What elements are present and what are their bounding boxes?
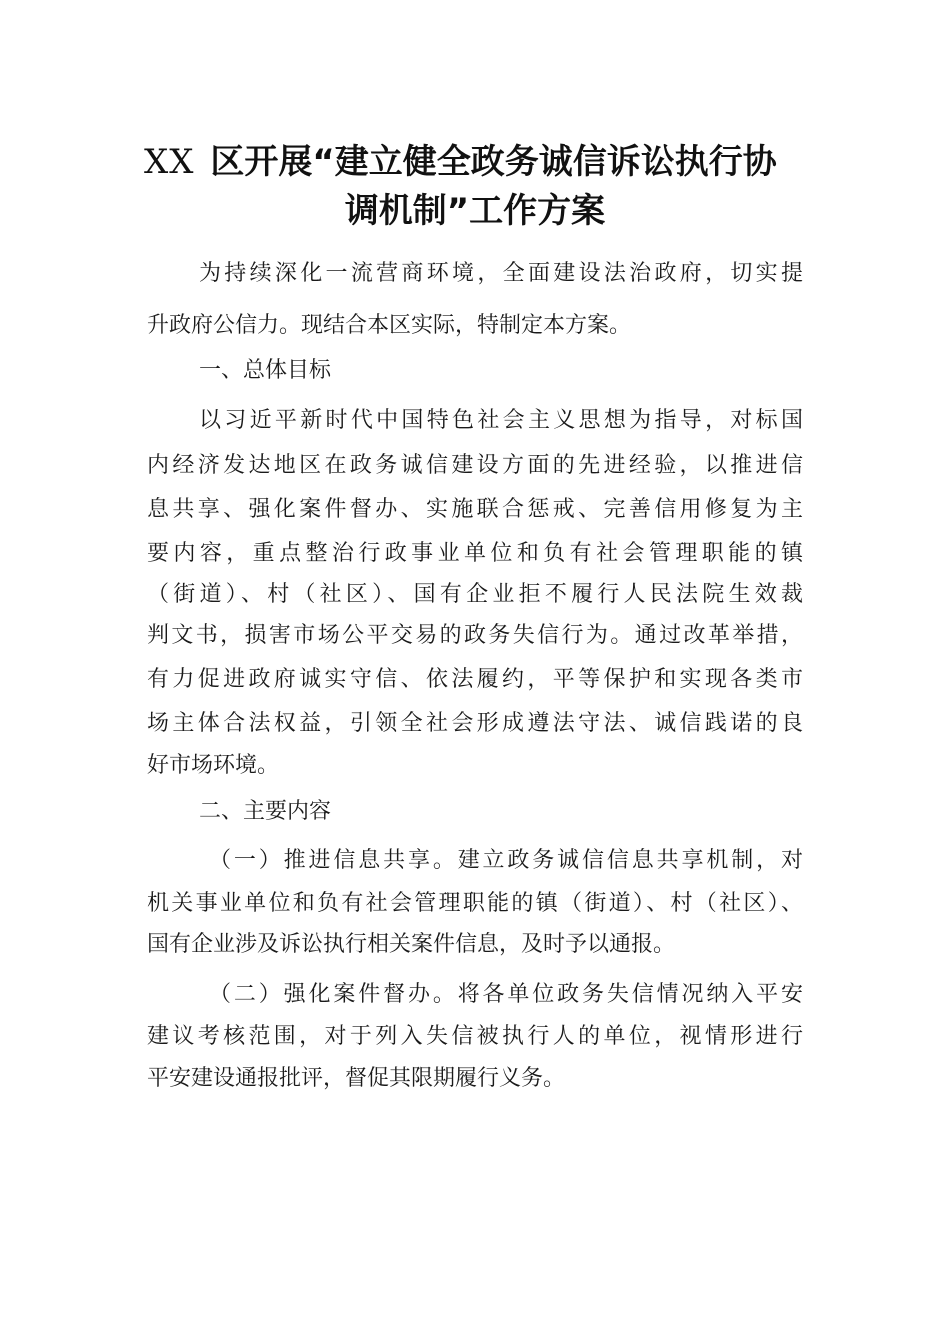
body-line: 以习近平新时代中国特色社会主义思想为指导，对标国 <box>199 408 803 433</box>
title-prefix: XX <box>144 142 195 182</box>
body-line: 息共享、强化案件督办、实施联合惩戒、完善信用修复为主 <box>147 497 803 522</box>
body-line: 平安建设通报批评，督促其限期履行义务。 <box>147 1066 566 1091</box>
body-line: 升政府公信力。现结合本区实际，特制定本方案。 <box>147 313 632 338</box>
body-line: 有力促进政府诚实守信、依法履约，平等保护和实现各类市 <box>147 667 803 692</box>
body-line: 建议考核范围，对于列入失信被执行人的单位，视情形进行 <box>147 1024 803 1049</box>
section-heading: 二、主要内容 <box>199 799 332 824</box>
body-line: （一）推进信息共享。建立政务诚信信息共享机制，对 <box>209 848 803 873</box>
body-line: 场主体合法权益，引领全社会形成遵法守法、诚信践诺的良 <box>147 711 803 736</box>
body-line: 判文书，损害市场公平交易的政务失信行为。通过改革举措， <box>147 623 803 648</box>
document-title-line-1 <box>144 136 814 188</box>
body-line: 为持续深化一流营商环境，全面建设法治政府，切实提 <box>199 261 803 286</box>
body-line: 机关事业单位和负有社会管理职能的镇（街道）、村（社区）、 <box>147 891 803 916</box>
document-title-line-2: 调机制”工作方案 <box>344 191 606 231</box>
body-line: （街道）、村（社区）、国有企业拒不履行人民法院生效裁 <box>147 582 803 607</box>
body-line: 好市场环境。 <box>147 753 280 778</box>
body-line: 要内容，重点整治行政事业单位和负有社会管理职能的镇 <box>147 541 803 566</box>
title-text-1: 区开展“建立健全政务诚信诉讼执行协 <box>210 142 777 182</box>
body-line: 内经济发达地区在政务诚信建设方面的先进经验，以推进信 <box>147 453 803 478</box>
body-line: 国有企业涉及诉讼执行相关案件信息，及时予以通报。 <box>147 932 676 957</box>
body-line: （二）强化案件督办。将各单位政务失信情况纳入平安 <box>209 982 803 1007</box>
section-heading: 一、总体目标 <box>199 358 332 383</box>
